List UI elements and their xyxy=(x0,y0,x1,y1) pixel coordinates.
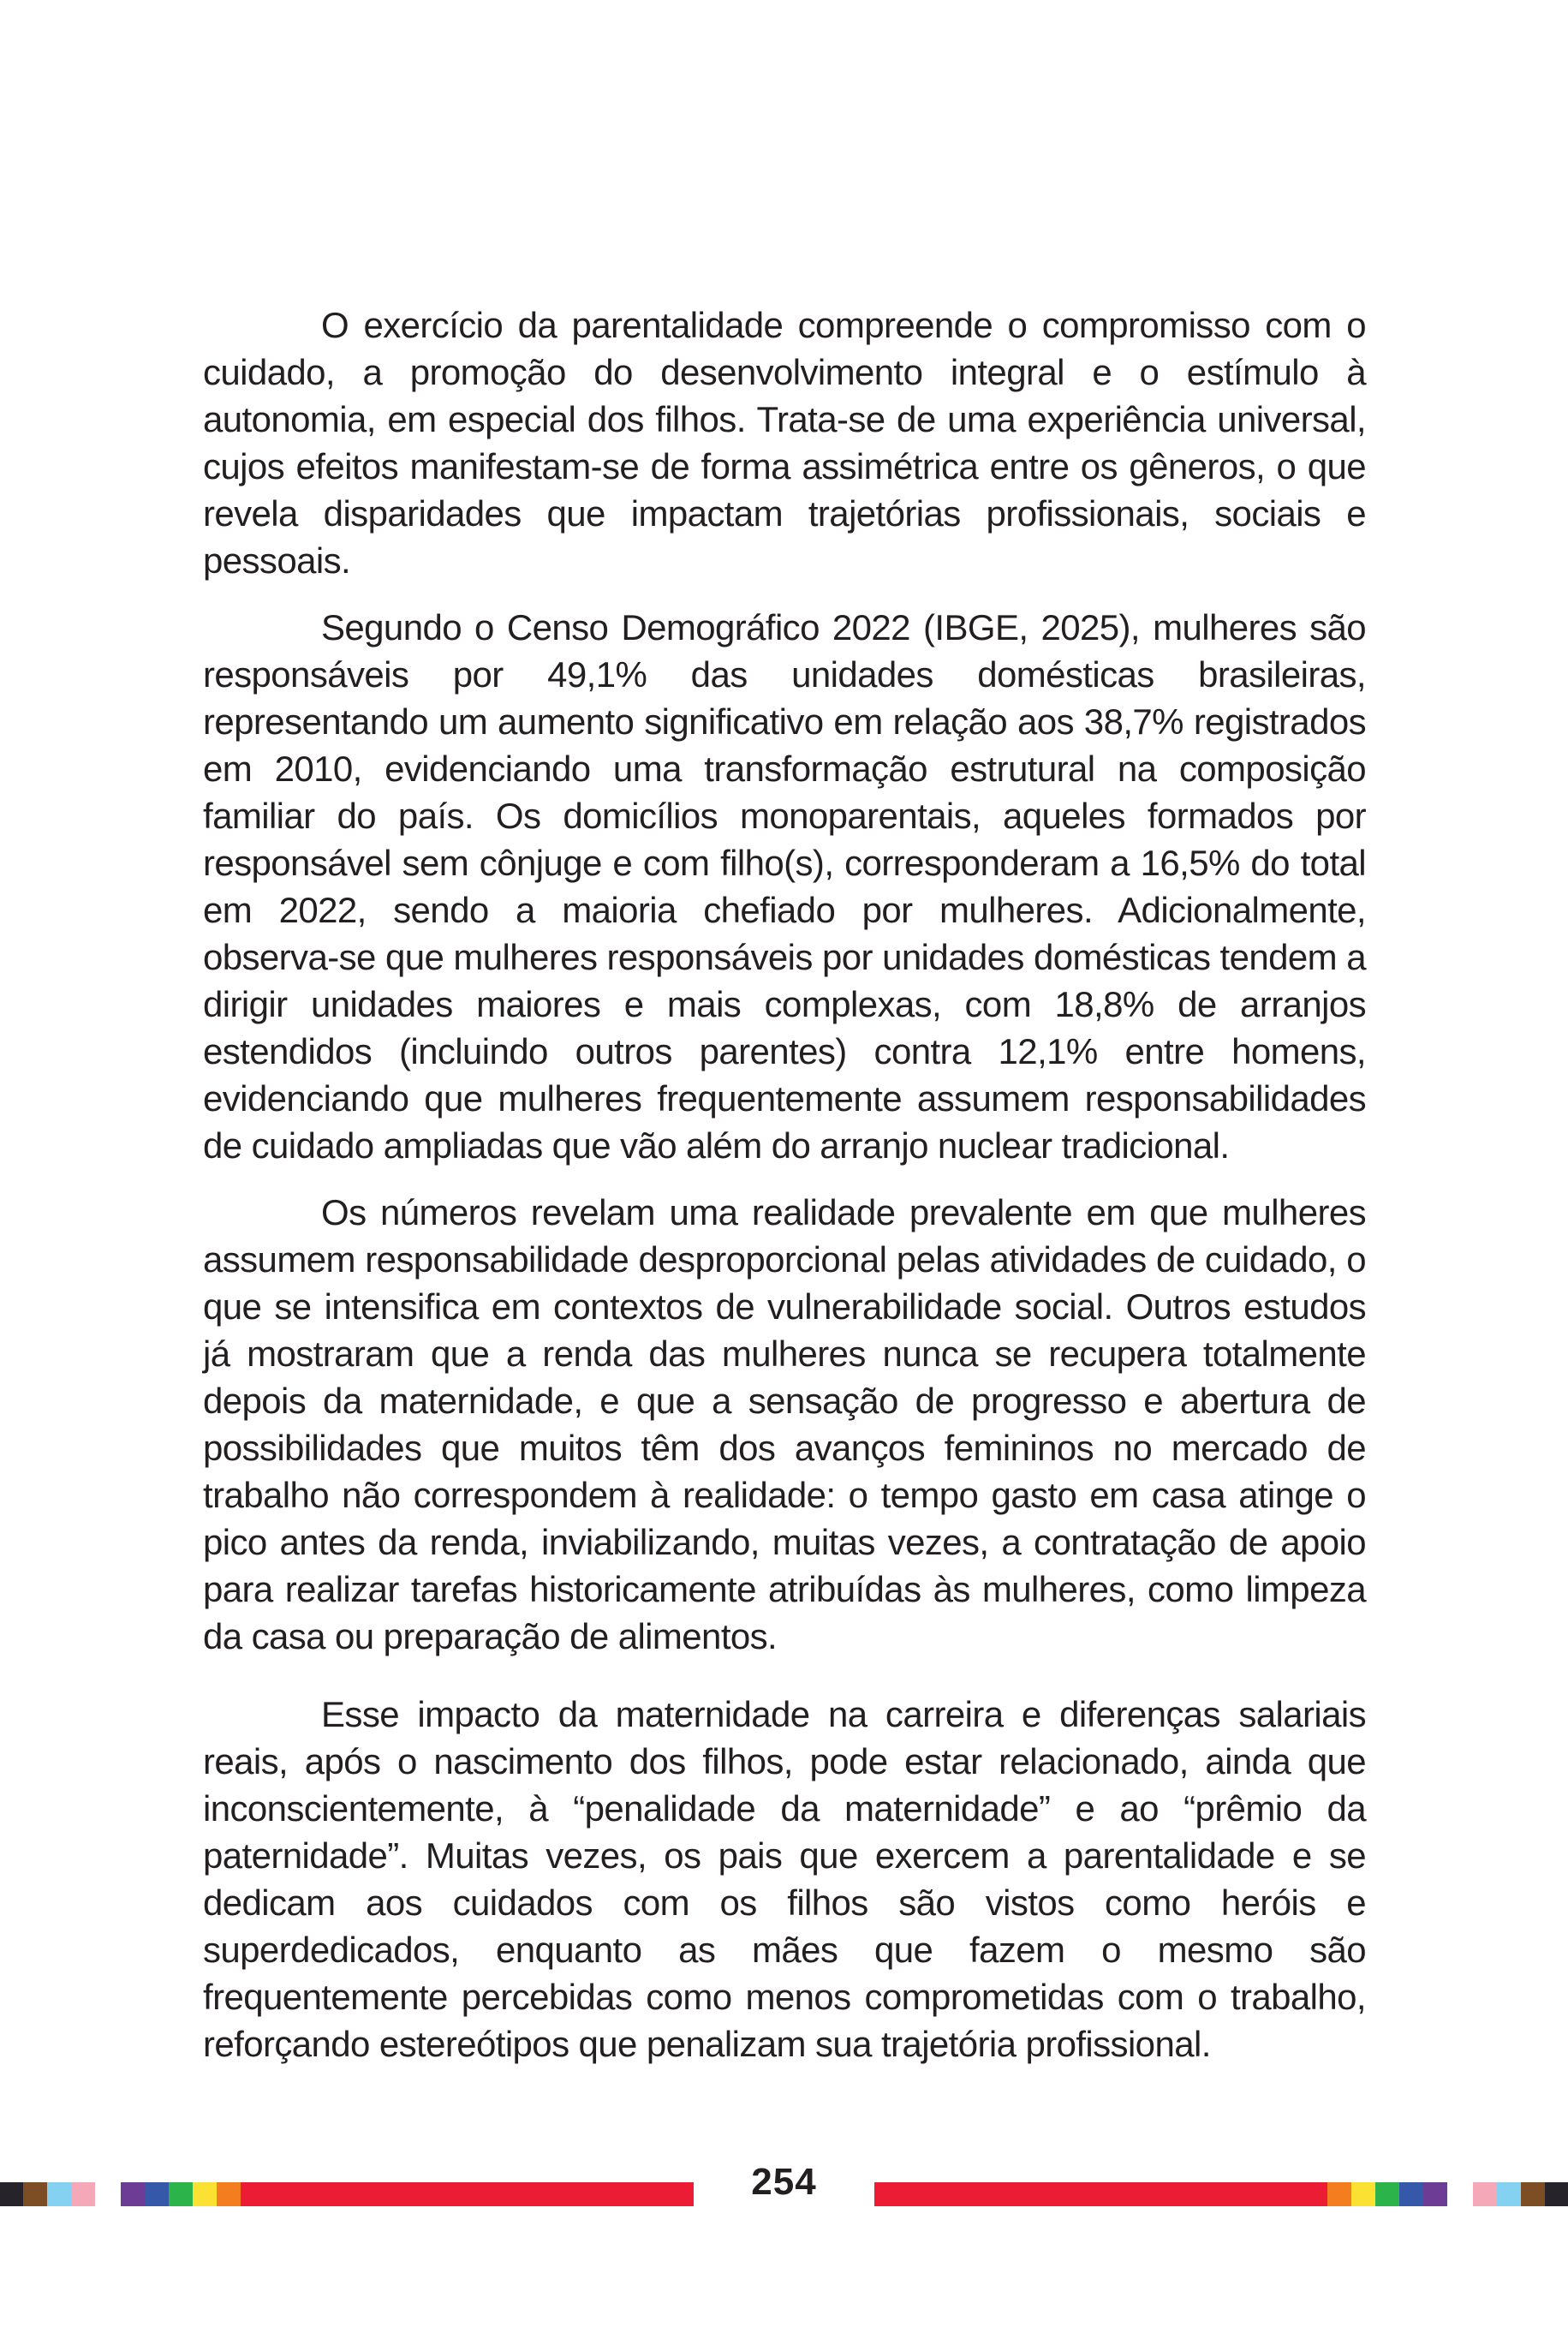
stripe-yellow xyxy=(193,2182,217,2206)
paragraph-1: O exercício da parentalidade compreende o compromisso com o cuidado, a promoção do desenvolvimento integral e o estímulo à autonomia, em especial dos filhos. Trata-se de uma experiência universal, cujos efeitos manifestam-se de forma assimétrica entre os gêneros, o que revela disparidades que impactam trajetórias profissionais, sociais e pessoais. xyxy=(203,305,1366,581)
page-content xyxy=(203,301,1366,2067)
page-footer xyxy=(0,2161,1568,2206)
stripe-green xyxy=(169,2182,193,2206)
stripe-pink xyxy=(1473,2182,1497,2206)
stripe-orange xyxy=(217,2182,241,2206)
pride-strip-right xyxy=(874,2182,1568,2206)
paragraph-3: Os números revelam uma realidade prevalente em que mulheres assumem responsabilidade desproporcional pelas atividades de cuidado, o que se intensifica em contextos de vulnerabilidade social. Outros estudos já mostraram que a renda das mulheres nunca se recupera totalmente depois da maternidade, e que a sensação de progresso e abertura de possibilidades que muitos têm dos avanços femininos no mercado de trabalho não correspondem à realidade: o tempo gasto em casa atinge o pico antes da renda, inviabilizando, muitas vezes, a contratação de apoio para realizar tarefas historicamente atribuídas às mulheres, como limpeza da casa ou preparação de alimentos. xyxy=(203,1192,1366,1656)
stripe-red xyxy=(241,2182,694,2206)
stripe-purple xyxy=(1423,2182,1447,2206)
stripe-black xyxy=(0,2182,23,2206)
pride-strip-left xyxy=(0,2182,694,2206)
stripe-black xyxy=(1545,2182,1568,2206)
stripe-pink xyxy=(71,2182,95,2206)
paragraph-4: Esse impacto da maternidade na carreira e diferenças salariais reais, após o nascimento dos filhos, pode estar relacionado, ainda que inconscientemente, à “penalidade da maternidade” e ao “prêmio da paternidade”. Muitas vezes, os pais que exercem a parentalidade e se dedicam aos cuidados com os filhos são vistos como heróis e superdedicados, enquanto as mães que fazem o mesmo são frequentemente percebidas como menos comprometidas com o trabalho, reforçando estereótipos que penalizam sua trajetória profissional. xyxy=(203,1694,1366,2064)
stripe-gap xyxy=(1447,2182,1473,2206)
paragraph-2: Segundo o Censo Demográfico 2022 (IBGE, 2025), mulheres são responsáveis por 49,1% das unidades domésticas brasileiras, representando um aumento significativo em relação aos 38,7% registrados em 2010, evidenciando uma transformação estrutural na composição familiar do país. Os domicílios monoparentais, aqueles formados por responsável sem cônjuge e com filho(s), corresponderam a 16,5% do total em 2022, sendo a maioria chefiado por mulheres. Adicionalmente, observa-se que mulheres responsáveis por unidades domésticas tendem a dirigir unidades maiores e mais complexas, com 18,8% de arranjos estendidos (incluindo outros parentes) contra 12,1% entre homens, evidenciando que mulheres frequentemente assumem responsabilidades de cuidado ampliadas que vão além do arranjo nuclear tradicional. xyxy=(203,607,1366,1166)
stripe-gap xyxy=(95,2182,121,2206)
stripe-green xyxy=(1375,2182,1399,2206)
stripe-orange xyxy=(1327,2182,1351,2206)
stripe-yellow xyxy=(1351,2182,1375,2206)
stripe-light-blue xyxy=(1497,2182,1521,2206)
page-number: 254 xyxy=(751,2161,817,2203)
stripe-brown xyxy=(1521,2182,1545,2206)
stripe-light-blue xyxy=(47,2182,71,2206)
stripe-purple xyxy=(121,2182,145,2206)
stripe-blue xyxy=(1399,2182,1423,2206)
stripe-blue xyxy=(145,2182,169,2206)
stripe-red xyxy=(874,2182,1327,2206)
stripe-brown xyxy=(23,2182,47,2206)
